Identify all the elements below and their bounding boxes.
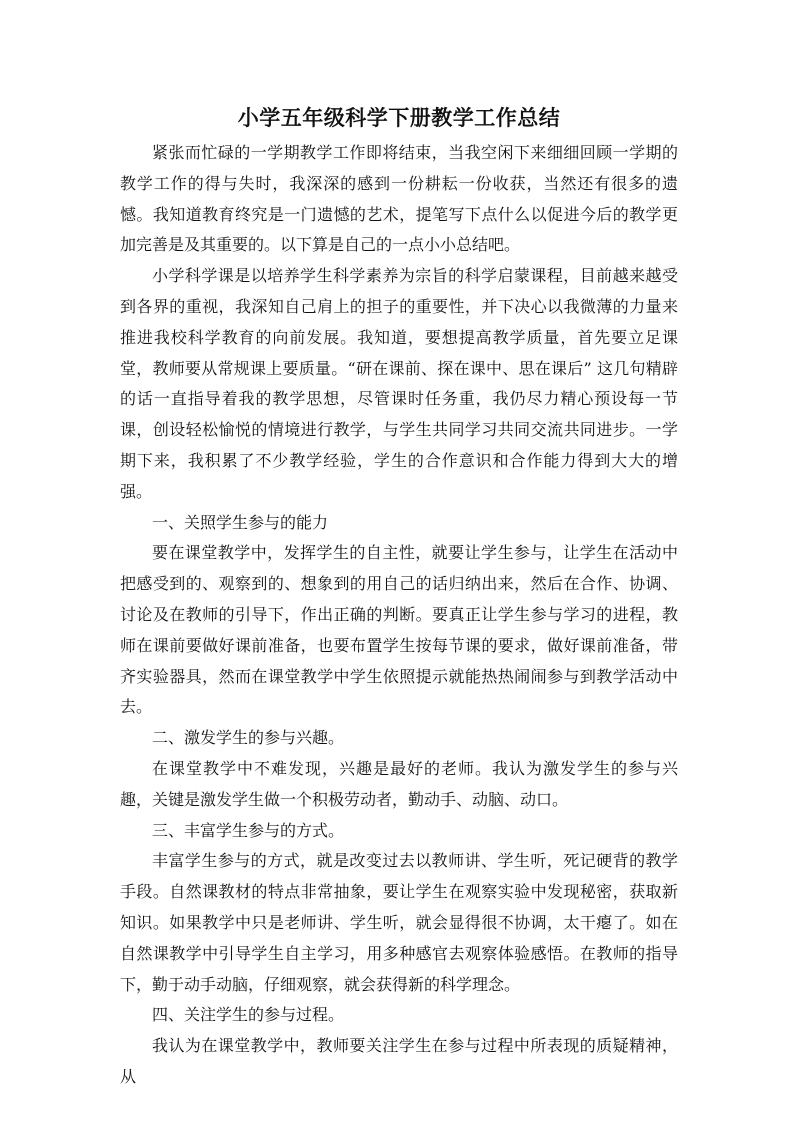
paragraph-section-3: 丰富学生参与的方式，就是改变过去以教师讲、学生听，死记硬背的教学手段。自然课教材的特点非常抽象，要让学生在观察实验中发现秘密，获取新知识。如果教学中只是老师讲、学生听，就会显得很不协调，太干瘪了。如在自然课教学中引导学生自主学习，用多种感官去观察体验感悟。在教师的指导下，勤于动手动脑，仔细观察，就会获得新的科学理念。 [120,851,678,994]
paragraph-section-1: 要在课堂教学中，发挥学生的自主性，就要让学生参与，让学生在活动中把感受到的、观察到的、想象到的用自己的话归纳出来，然后在合作、协调、讨论及在教师的引导下，作出正确的判断。要真正让学生参与学习的进程，教师在课前要做好课前准备，也要布置学生按每节课的要求，做好课前准备，带齐实验器具，然而在课堂教学中学生依照提示就能热热闹闹参与到教学活动中去。 [120,543,678,717]
document-title: 小学五年级科学下册教学工作总结 [237,106,561,130]
section-heading-3: 三、丰富学生参与的方式。 [152,820,345,840]
section-heading-2: 二、激发学生的参与兴趣。 [152,728,345,748]
paragraph-overview: 小学科学课是以培养学生科学素养为宗旨的科学启蒙课程，目前越来越受到各界的重视，我深知自己肩上的担子的重要性，并下决心以我微薄的力量来推进我校科学教育的向前发展。我知道，要想提高教学质量，首先要立足课堂，教师要从常规课上要质量。“研在课前、探在课中、思在课后” 这几句精辟的话一直指导着我的教学思想，尽管课时任务重，我仍尽力精心预设每一节课，创设轻松愉悦的情境进行教学，与学生共同学习共同交流共同进步。一学期下来，我积累了不少教学经验，学生的合作意识和合作能力得到大大的增强。 [120,266,678,501]
paragraph-section-2: 在课堂教学中不难发现，兴趣是最好的老师。我认为激发学生的参与兴趣，关键是激发学生做一个积极劳动者，勤动手、动脑、动口。 [120,758,678,809]
section-heading-4: 四、关注学生的参与过程。 [152,1005,345,1025]
paragraph-section-4: 我认为在课堂教学中，教师要关注学生在参与过程中所表现的质疑精神，从 [120,1036,678,1086]
paragraph-intro: 紧张而忙碌的一学期教学工作即将结束，当我空闲下来细细回顾一学期的教学工作的得与失时，我深深的感到一份耕耘一份收获，当然还有很多的遗憾。我知道教育终究是一门遗憾的艺术，提笔写下点什么以促进今后的教学更加完善是及其重要的。以下算是自己的一点小小总结吧。 [120,143,678,255]
section-heading-1: 一、关照学生参与的能力 [152,512,329,532]
document-body [120,102,678,1093]
